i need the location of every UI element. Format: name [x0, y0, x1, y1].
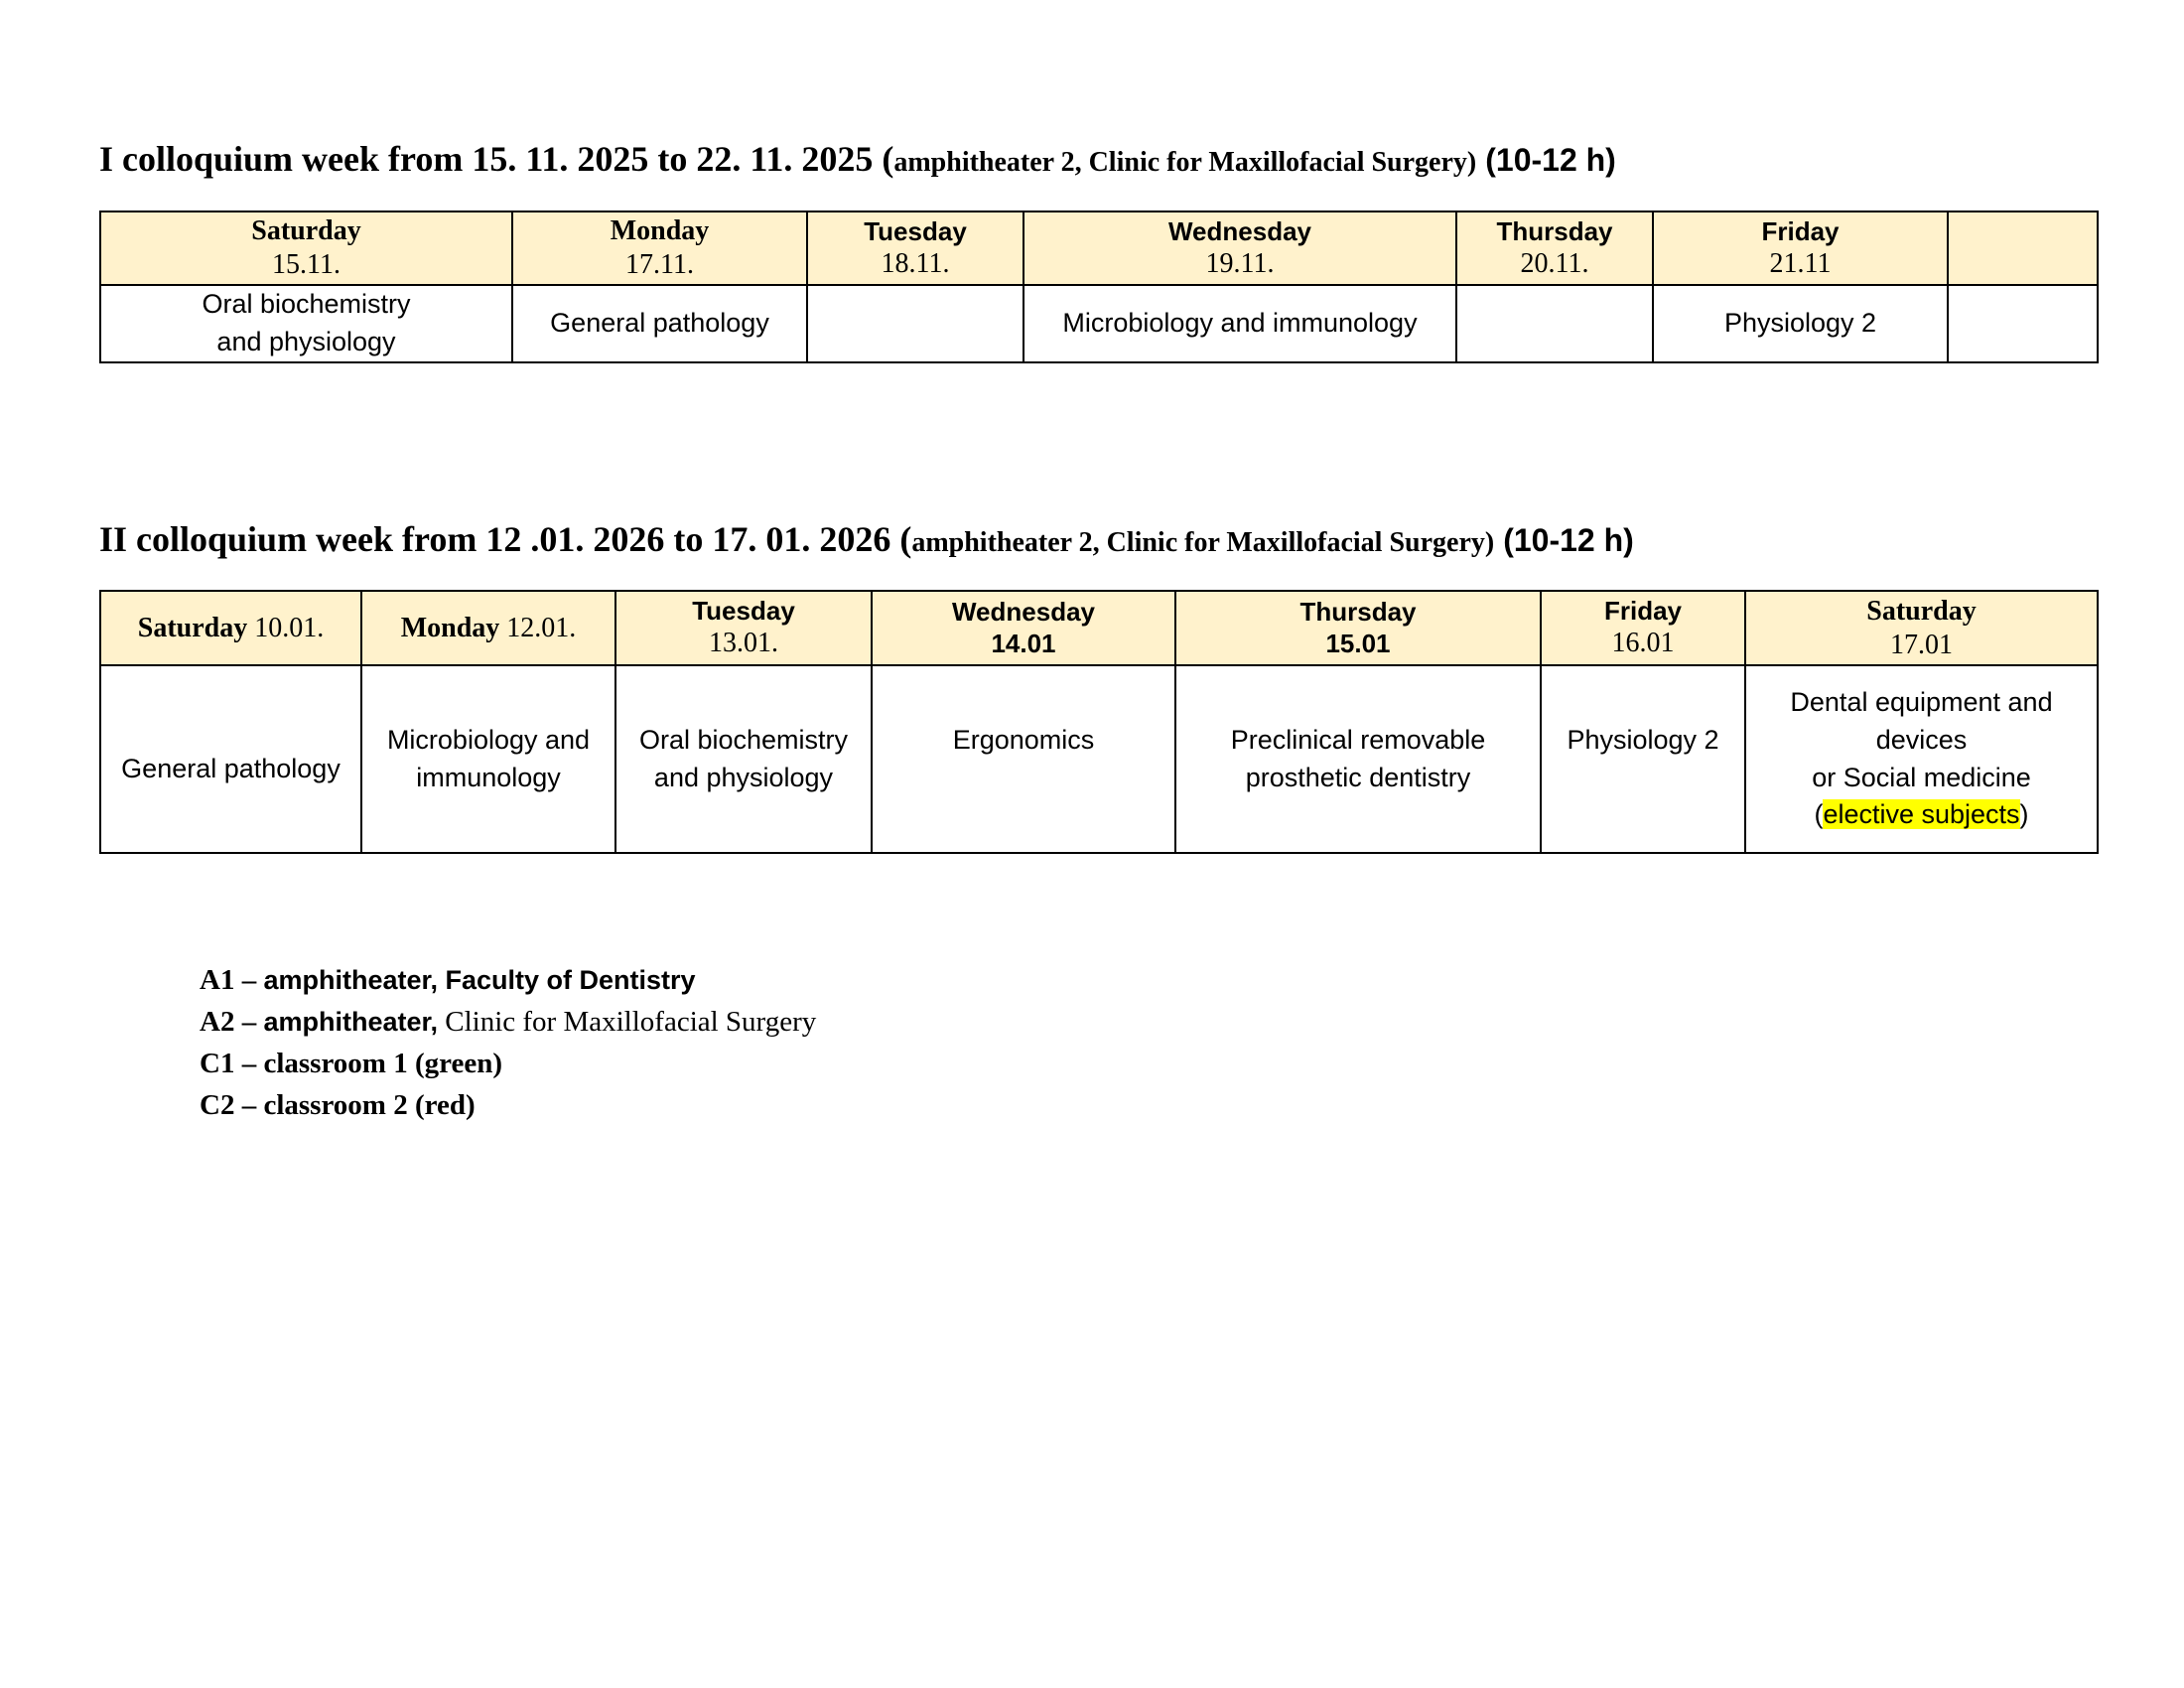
- header-cell-wednesday: Wednesday 14.01: [872, 591, 1175, 665]
- header-cell-monday: Monday 17.11.: [512, 211, 807, 285]
- subject-cell: [1948, 285, 2098, 362]
- subject-cell: Physiology 2: [1541, 665, 1745, 853]
- header-cell-saturday: Saturday 10.01.: [100, 591, 361, 665]
- header-cell-saturday: Saturday 15.11.: [100, 211, 512, 285]
- colloquium-2-schedule-table: [99, 590, 2099, 854]
- subject-cell: [807, 285, 1024, 362]
- subject-cell: Oral biochemistry and physiology: [100, 285, 512, 362]
- room-legend: [200, 959, 816, 1126]
- subject-cell: Physiology 2: [1653, 285, 1948, 362]
- elective-highlight: elective subjects: [1823, 799, 2020, 830]
- subject-cell: Dental equipment and devices or Social medicine (elective subjects): [1745, 665, 2098, 853]
- table-header-row: [100, 211, 2098, 285]
- legend-item: C2 – classroom 2 (red): [200, 1089, 476, 1121]
- header-cell-tuesday: Tuesday 13.01.: [615, 591, 872, 665]
- table-header-row: [100, 591, 2098, 665]
- legend-item: C1 – classroom 1 (green): [200, 1048, 502, 1079]
- header-cell-saturday-2: Saturday 17.01: [1745, 591, 2098, 665]
- legend-item: A1 – amphitheater, Faculty of Dentistry: [200, 964, 696, 996]
- header-cell-friday: Friday 16.01: [1541, 591, 1745, 665]
- header-cell-monday: Monday 12.01.: [361, 591, 615, 665]
- table-row: [100, 665, 2098, 853]
- colloquium-1-schedule-table: [99, 211, 2099, 363]
- header-cell-empty: [1948, 211, 2098, 285]
- colloquium-1-title: I colloquium week from 15. 11. 2025 to 22. 11. 2025 (amphitheater 2, Clinic for Maxillofacial Surgery) (10-12 h): [99, 139, 1616, 179]
- header-cell-thursday: Thursday 20.11.: [1456, 211, 1653, 285]
- subject-cell: Oral biochemistry and physiology: [615, 665, 872, 853]
- subject-cell: General pathology: [100, 665, 361, 853]
- colloquium-2-title: II colloquium week from 12 .01. 2026 to 17. 01. 2026 (amphitheater 2, Clinic for Maxillofacial Surgery) (10-12 h): [99, 519, 1634, 559]
- subject-cell: Ergonomics: [872, 665, 1175, 853]
- subject-cell: Microbiology and immunology: [361, 665, 615, 853]
- header-cell-friday: Friday 21.11: [1653, 211, 1948, 285]
- header-cell-tuesday: Tuesday 18.11.: [807, 211, 1024, 285]
- table-row: [100, 285, 2098, 362]
- subject-cell: [1456, 285, 1653, 362]
- subject-cell: Microbiology and immunology: [1024, 285, 1456, 362]
- subject-cell: Preclinical removable prosthetic dentistry: [1175, 665, 1541, 853]
- header-cell-thursday: Thursday 15.01: [1175, 591, 1541, 665]
- legend-item: A2 – amphitheater, Clinic for Maxillofacial Surgery: [200, 1006, 817, 1038]
- header-cell-wednesday: Wednesday 19.11.: [1024, 211, 1456, 285]
- subject-cell: General pathology: [512, 285, 807, 362]
